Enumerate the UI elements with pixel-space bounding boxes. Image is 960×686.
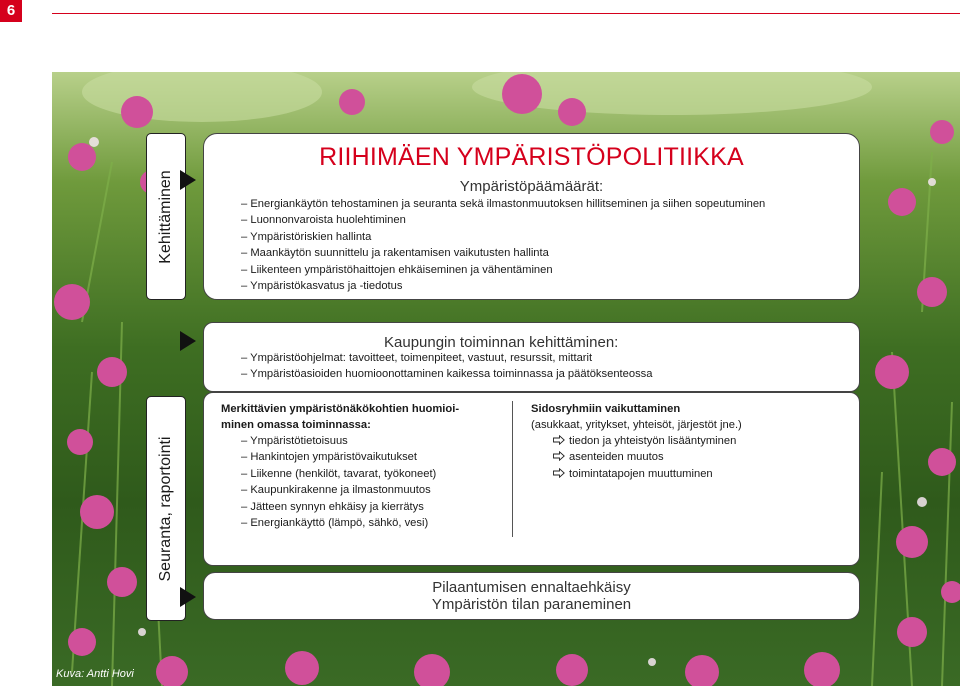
goals-list [241,196,765,294]
list-item: – Maankäytön suunnittelu ja rakentamisen vaikutusten hallinta [241,245,765,261]
arrow-right-icon [180,170,196,190]
development-label-text: Kehittäminen [157,169,174,264]
list-item: – Hankintojen ympäristövaikutukset [241,449,436,465]
page-number: 6 [0,0,22,22]
aspects-heading-line1: Merkittävien ympäristönäkökohtien huomioi- [221,403,460,415]
page-title: RIIHIMÄEN YMPÄRISTÖPOLITIIKKA [319,143,744,171]
outcomes-box [203,572,860,620]
stakeholders-list [553,433,736,482]
list-item-text: toimintatapojen muuttuminen [569,467,713,480]
aspects-heading-line2: minen omassa toiminnassa: [221,419,371,432]
list-item: – Ympäristöasioiden huomioonottaminen kaikessa toiminnassa ja päätöksenteossa [241,366,653,382]
arrow-right-icon [180,587,196,607]
hollow-arrow-icon [553,451,565,461]
stakeholders-heading: Sidosryhmiin vaikuttaminen [531,403,681,415]
list-item: – Energiankäyttö (lämpö, sähkö, vesi) [241,515,436,531]
list-item: – Energiankäytön tehostaminen ja seuranta sekä ilmastonmuutoksen hillitseminen ja siihen sopeutuminen [241,196,765,212]
monitoring-label-text: Seuranta, raportointi [157,436,174,581]
arrow-right-icon [180,331,196,351]
goals-subtitle: Ympäristöpäämäärät: [459,178,604,195]
list-item [553,466,736,482]
list-item: – Jätteen synnyn ehkäisy ja kierrätys [241,499,436,515]
list-item-text: tiedon ja yhteistyön lisääntyminen [569,435,737,447]
environmental-policy-box [203,133,860,300]
photo-credit: Kuva: Antti Hovi [56,668,134,680]
list-item: – Ympäristökasvatus ja -tiedotus [241,278,765,294]
list-item: – Liikenteen ympäristöhaittojen ehkäiseminen ja vähentäminen [241,262,765,278]
development-title: Kaupungin toiminnan kehittäminen: [384,334,619,351]
outcome-line-2: Ympäristön tilan paraneminen [431,596,632,613]
list-item: – Ympäristötietoisuus [241,433,436,449]
column-divider [512,401,513,537]
aspects-heading [221,401,459,434]
list-item: – Ympäristöohjelmat: tavoitteet, toimenpiteet, vastuut, resurssit, mittarit [241,350,653,366]
actions-box [203,392,860,566]
list-item: – Ympäristöriskien hallinta [241,229,765,245]
list-item: – Kaupunkirakenne ja ilmastonmuutos [241,482,436,498]
header-rule [52,13,960,14]
list-item-text: asenteiden muutos [569,451,664,464]
development-label [146,133,186,300]
development-box [203,322,860,392]
list-item: – Luonnonvaroista huolehtiminen [241,212,765,228]
aspects-list [241,433,436,531]
stakeholders-subheading: (asukkaat, yritykset, yhteisöt, järjestöt jne.) [531,419,742,431]
hollow-arrow-icon [553,435,565,445]
hollow-arrow-icon [553,468,565,478]
outcome-line-1: Pilaantumisen ennaltaehkäisy [432,579,631,596]
list-item: – Liikenne (henkilöt, tavarat, työkoneet) [241,466,436,482]
list-item [553,433,736,449]
development-list [241,350,653,383]
list-item [553,449,736,465]
